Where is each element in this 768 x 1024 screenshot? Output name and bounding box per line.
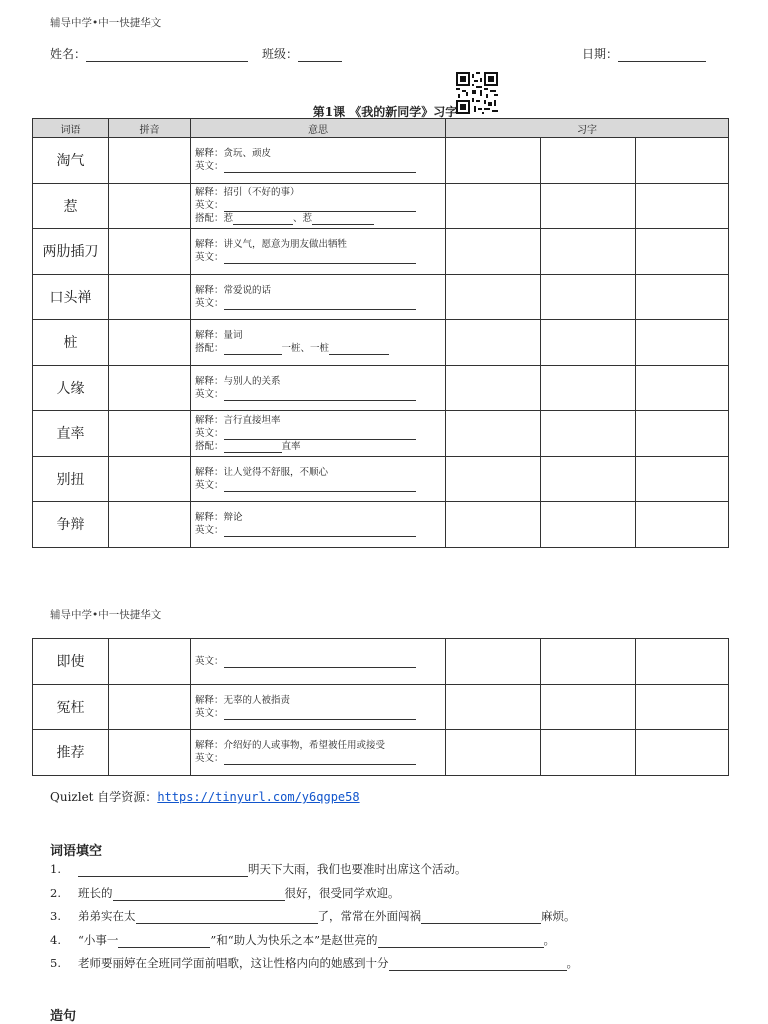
exercise-text: 很好，很受同学欢迎。 bbox=[284, 885, 400, 900]
collocation-blank[interactable] bbox=[312, 213, 374, 225]
meaning-text: 英文： bbox=[195, 388, 224, 400]
meaning-cell bbox=[191, 730, 446, 776]
collocation-blank[interactable] bbox=[329, 343, 389, 355]
practice-cell[interactable] bbox=[446, 229, 541, 275]
exercise-item bbox=[50, 955, 578, 979]
practice-cell[interactable] bbox=[446, 365, 541, 411]
word-cell: 直率 bbox=[33, 411, 109, 457]
col-header-meaning: 意思 bbox=[191, 119, 446, 138]
practice-cell[interactable] bbox=[636, 502, 729, 548]
meaning-text: 解释：贪玩、顽皮 bbox=[195, 148, 272, 160]
pinyin-cell[interactable] bbox=[109, 502, 191, 548]
practice-cell[interactable] bbox=[541, 456, 636, 502]
quizlet-link[interactable]: https://tinyurl.com/y6qgpe58 bbox=[157, 790, 360, 804]
meaning-text: 直率 bbox=[281, 440, 301, 452]
practice-cell[interactable] bbox=[541, 411, 636, 457]
meaning-text: 解释：与别人的关系 bbox=[195, 375, 281, 387]
collocation-blank[interactable] bbox=[224, 343, 282, 355]
exercise-item bbox=[50, 932, 578, 956]
practice-cell[interactable] bbox=[636, 639, 729, 685]
meaning-text: 解释：招引（不好的事） bbox=[195, 187, 300, 199]
exercise-title: 词语填空 bbox=[50, 844, 103, 859]
table-row bbox=[33, 138, 729, 184]
pinyin-cell[interactable] bbox=[109, 320, 191, 366]
meaning-text: 英文： bbox=[195, 525, 224, 537]
pinyin-cell[interactable] bbox=[109, 365, 191, 411]
name-label: 姓名： bbox=[50, 47, 87, 61]
name-field[interactable] bbox=[50, 45, 248, 62]
quizlet-resource bbox=[50, 788, 360, 805]
practice-cell[interactable] bbox=[446, 730, 541, 776]
pinyin-cell[interactable] bbox=[109, 456, 191, 502]
practice-cell[interactable] bbox=[541, 229, 636, 275]
meaning-text: 解释：无辜的人被指责 bbox=[195, 694, 291, 706]
english-blank[interactable] bbox=[224, 161, 416, 173]
practice-cell[interactable] bbox=[636, 320, 729, 366]
collocation-blank[interactable] bbox=[224, 441, 282, 453]
exercise-text: 。 bbox=[543, 932, 556, 947]
practice-cell[interactable] bbox=[636, 411, 729, 457]
practice-cell[interactable] bbox=[541, 684, 636, 730]
exercise-number: 2. bbox=[50, 885, 61, 900]
exercise-number: 1. bbox=[50, 862, 61, 876]
meaning-text: 解释：讲义气，愿意为朋友做出牺牲 bbox=[195, 239, 348, 251]
meaning-text: 英文： bbox=[195, 479, 224, 491]
meaning-cell bbox=[191, 138, 446, 184]
quizlet-label: Quizlet 自学资源： bbox=[50, 790, 158, 804]
table-row bbox=[33, 502, 729, 548]
pinyin-cell[interactable] bbox=[109, 639, 191, 685]
vocab-table bbox=[32, 118, 729, 548]
fill-blank[interactable] bbox=[389, 958, 567, 971]
pinyin-cell[interactable] bbox=[109, 730, 191, 776]
table-row bbox=[33, 730, 729, 776]
english-blank[interactable] bbox=[224, 252, 416, 264]
meaning-cell bbox=[191, 639, 446, 685]
meaning-text: 解释：常爱说的话 bbox=[195, 284, 272, 296]
practice-cell[interactable] bbox=[541, 138, 636, 184]
exercise-text: 麻烦。 bbox=[541, 909, 576, 923]
practice-cell[interactable] bbox=[541, 183, 636, 229]
word-cell: 即使 bbox=[33, 639, 109, 685]
practice-cell[interactable] bbox=[541, 274, 636, 320]
english-blank[interactable] bbox=[224, 480, 416, 492]
section2-title: 造句 bbox=[50, 1009, 77, 1024]
exercise-text: 班长的 bbox=[78, 885, 113, 900]
practice-cell[interactable] bbox=[636, 229, 729, 275]
practice-cell[interactable] bbox=[446, 274, 541, 320]
practice-cell[interactable] bbox=[636, 365, 729, 411]
practice-cell[interactable] bbox=[446, 138, 541, 184]
pinyin-cell[interactable] bbox=[109, 229, 191, 275]
meaning-text: 英文： bbox=[195, 753, 224, 765]
pinyin-cell[interactable] bbox=[109, 411, 191, 457]
practice-cell[interactable] bbox=[541, 730, 636, 776]
fill-blank[interactable] bbox=[118, 935, 210, 948]
collocation-blank[interactable] bbox=[233, 213, 293, 225]
english-blank[interactable] bbox=[224, 753, 416, 765]
col-header-word: 词语 bbox=[33, 119, 109, 138]
practice-cell[interactable] bbox=[636, 274, 729, 320]
practice-cell[interactable] bbox=[446, 502, 541, 548]
english-blank[interactable] bbox=[224, 525, 416, 537]
meaning-text: 解释：言行直接坦率 bbox=[195, 414, 281, 426]
exercise-item bbox=[50, 861, 578, 885]
meaning-text: 英文： bbox=[195, 161, 224, 173]
table-row bbox=[33, 411, 729, 457]
meaning-text: 英文： bbox=[195, 427, 224, 439]
exercise-number: 3. bbox=[50, 909, 61, 923]
table-header-row bbox=[33, 119, 729, 138]
pinyin-cell[interactable] bbox=[109, 684, 191, 730]
practice-cell[interactable] bbox=[446, 639, 541, 685]
practice-cell[interactable] bbox=[636, 730, 729, 776]
meaning-cell bbox=[191, 320, 446, 366]
class-field[interactable] bbox=[262, 45, 342, 62]
exercise-text: “小事一 bbox=[78, 932, 119, 947]
fill-blank[interactable] bbox=[78, 864, 248, 877]
meaning-text: 英文： bbox=[195, 707, 224, 719]
english-blank[interactable] bbox=[224, 389, 416, 401]
practice-cell[interactable] bbox=[446, 320, 541, 366]
word-cell: 口头禅 bbox=[33, 274, 109, 320]
meaning-text: 英文： bbox=[195, 252, 224, 264]
word-cell: 两肋插刀 bbox=[33, 229, 109, 275]
table-row bbox=[33, 456, 729, 502]
meaning-cell bbox=[191, 456, 446, 502]
practice-cell[interactable] bbox=[541, 639, 636, 685]
practice-cell[interactable] bbox=[446, 684, 541, 730]
meaning-text: 解释：介绍好的人或事物，希望被任用或接受 bbox=[195, 740, 386, 752]
word-cell: 别扭 bbox=[33, 456, 109, 502]
english-blank[interactable] bbox=[224, 656, 416, 668]
word-cell: 惹 bbox=[33, 183, 109, 229]
word-cell: 人缘 bbox=[33, 365, 109, 411]
word-cell: 推荐 bbox=[33, 730, 109, 776]
worksheet-title: 第1课 《我的新同学》习字 bbox=[312, 105, 458, 119]
practice-cell[interactable] bbox=[446, 456, 541, 502]
meaning-text: 搭配： bbox=[195, 440, 224, 452]
meaning-cell bbox=[191, 365, 446, 411]
fill-blank[interactable] bbox=[113, 888, 285, 901]
exercise-text: ”和“助人为快乐之本”是赵世亮的 bbox=[210, 932, 378, 947]
word-cell: 淘气 bbox=[33, 138, 109, 184]
table-row bbox=[33, 365, 729, 411]
class-label: 班级： bbox=[262, 47, 299, 61]
meaning-text: 一桩、一桩 bbox=[281, 343, 330, 355]
exercise-item bbox=[50, 885, 578, 909]
table-row bbox=[33, 639, 729, 685]
practice-cell[interactable] bbox=[446, 411, 541, 457]
practice-cell[interactable] bbox=[636, 183, 729, 229]
meaning-text: 搭配： bbox=[195, 343, 224, 355]
word-cell: 争辩 bbox=[33, 502, 109, 548]
meaning-cell bbox=[191, 684, 446, 730]
meaning-cell bbox=[191, 229, 446, 275]
col-header-pinyin: 拼音 bbox=[109, 119, 191, 138]
pinyin-cell[interactable] bbox=[109, 274, 191, 320]
exercise-number: 4. bbox=[50, 932, 61, 947]
meaning-cell bbox=[191, 502, 446, 548]
exercise-text: 老师要丽婷在全班同学面前唱歌，这让性格内向的她感到十分 bbox=[78, 956, 389, 970]
meaning-text: 解释：量词 bbox=[195, 330, 243, 342]
exercise-number: 5. bbox=[50, 956, 61, 970]
meaning-text: 解释：辩论 bbox=[195, 512, 243, 524]
meaning-text: 、惹 bbox=[293, 213, 313, 225]
meaning-cell bbox=[191, 183, 446, 229]
meaning-text: 英文： bbox=[195, 297, 224, 309]
exercise-text: 弟弟实在太 bbox=[78, 909, 136, 923]
exercise-text: 了，常常在外面闯祸 bbox=[317, 909, 421, 923]
fill-blank[interactable] bbox=[136, 911, 318, 924]
exercise-list bbox=[50, 861, 578, 979]
col-header-practice: 习字 bbox=[446, 119, 729, 138]
meaning-text: 解释：让人觉得不舒服，不顺心 bbox=[195, 466, 329, 478]
exercise-text: 明天下大雨，我们也要准时出席这个活动。 bbox=[248, 862, 467, 876]
page-header-2: 辅导中学•中一快捷华文 bbox=[50, 609, 162, 621]
table-row bbox=[33, 684, 729, 730]
practice-cell[interactable] bbox=[636, 138, 729, 184]
practice-cell[interactable] bbox=[541, 502, 636, 548]
date-field[interactable] bbox=[582, 45, 706, 62]
word-cell: 桩 bbox=[33, 320, 109, 366]
practice-cell[interactable] bbox=[446, 183, 541, 229]
english-blank[interactable] bbox=[224, 298, 416, 310]
date-label: 日期： bbox=[582, 47, 619, 61]
fill-blank[interactable] bbox=[378, 935, 544, 948]
table-row bbox=[33, 229, 729, 275]
page-header: 辅导中学•中一快捷华文 bbox=[50, 17, 162, 29]
pinyin-cell[interactable] bbox=[109, 138, 191, 184]
english-blank[interactable] bbox=[224, 428, 416, 440]
word-cell: 冤枉 bbox=[33, 684, 109, 730]
meaning-text: 搭配：惹 bbox=[195, 213, 234, 225]
table-row bbox=[33, 183, 729, 229]
practice-cell[interactable] bbox=[636, 684, 729, 730]
meaning-text: 英文： bbox=[195, 200, 224, 212]
table-row bbox=[33, 320, 729, 366]
practice-cell[interactable] bbox=[541, 320, 636, 366]
exercise-text: 。 bbox=[566, 956, 578, 970]
practice-cell[interactable] bbox=[541, 365, 636, 411]
english-blank[interactable] bbox=[224, 200, 416, 212]
meaning-cell bbox=[191, 274, 446, 320]
meaning-text: 英文： bbox=[195, 655, 224, 667]
exercise-item bbox=[50, 908, 578, 932]
pinyin-cell[interactable] bbox=[109, 183, 191, 229]
meaning-cell bbox=[191, 411, 446, 457]
table-row bbox=[33, 274, 729, 320]
fill-blank[interactable] bbox=[421, 911, 541, 924]
practice-cell[interactable] bbox=[636, 456, 729, 502]
english-blank[interactable] bbox=[224, 708, 416, 720]
vocab-table-continued bbox=[32, 638, 729, 776]
